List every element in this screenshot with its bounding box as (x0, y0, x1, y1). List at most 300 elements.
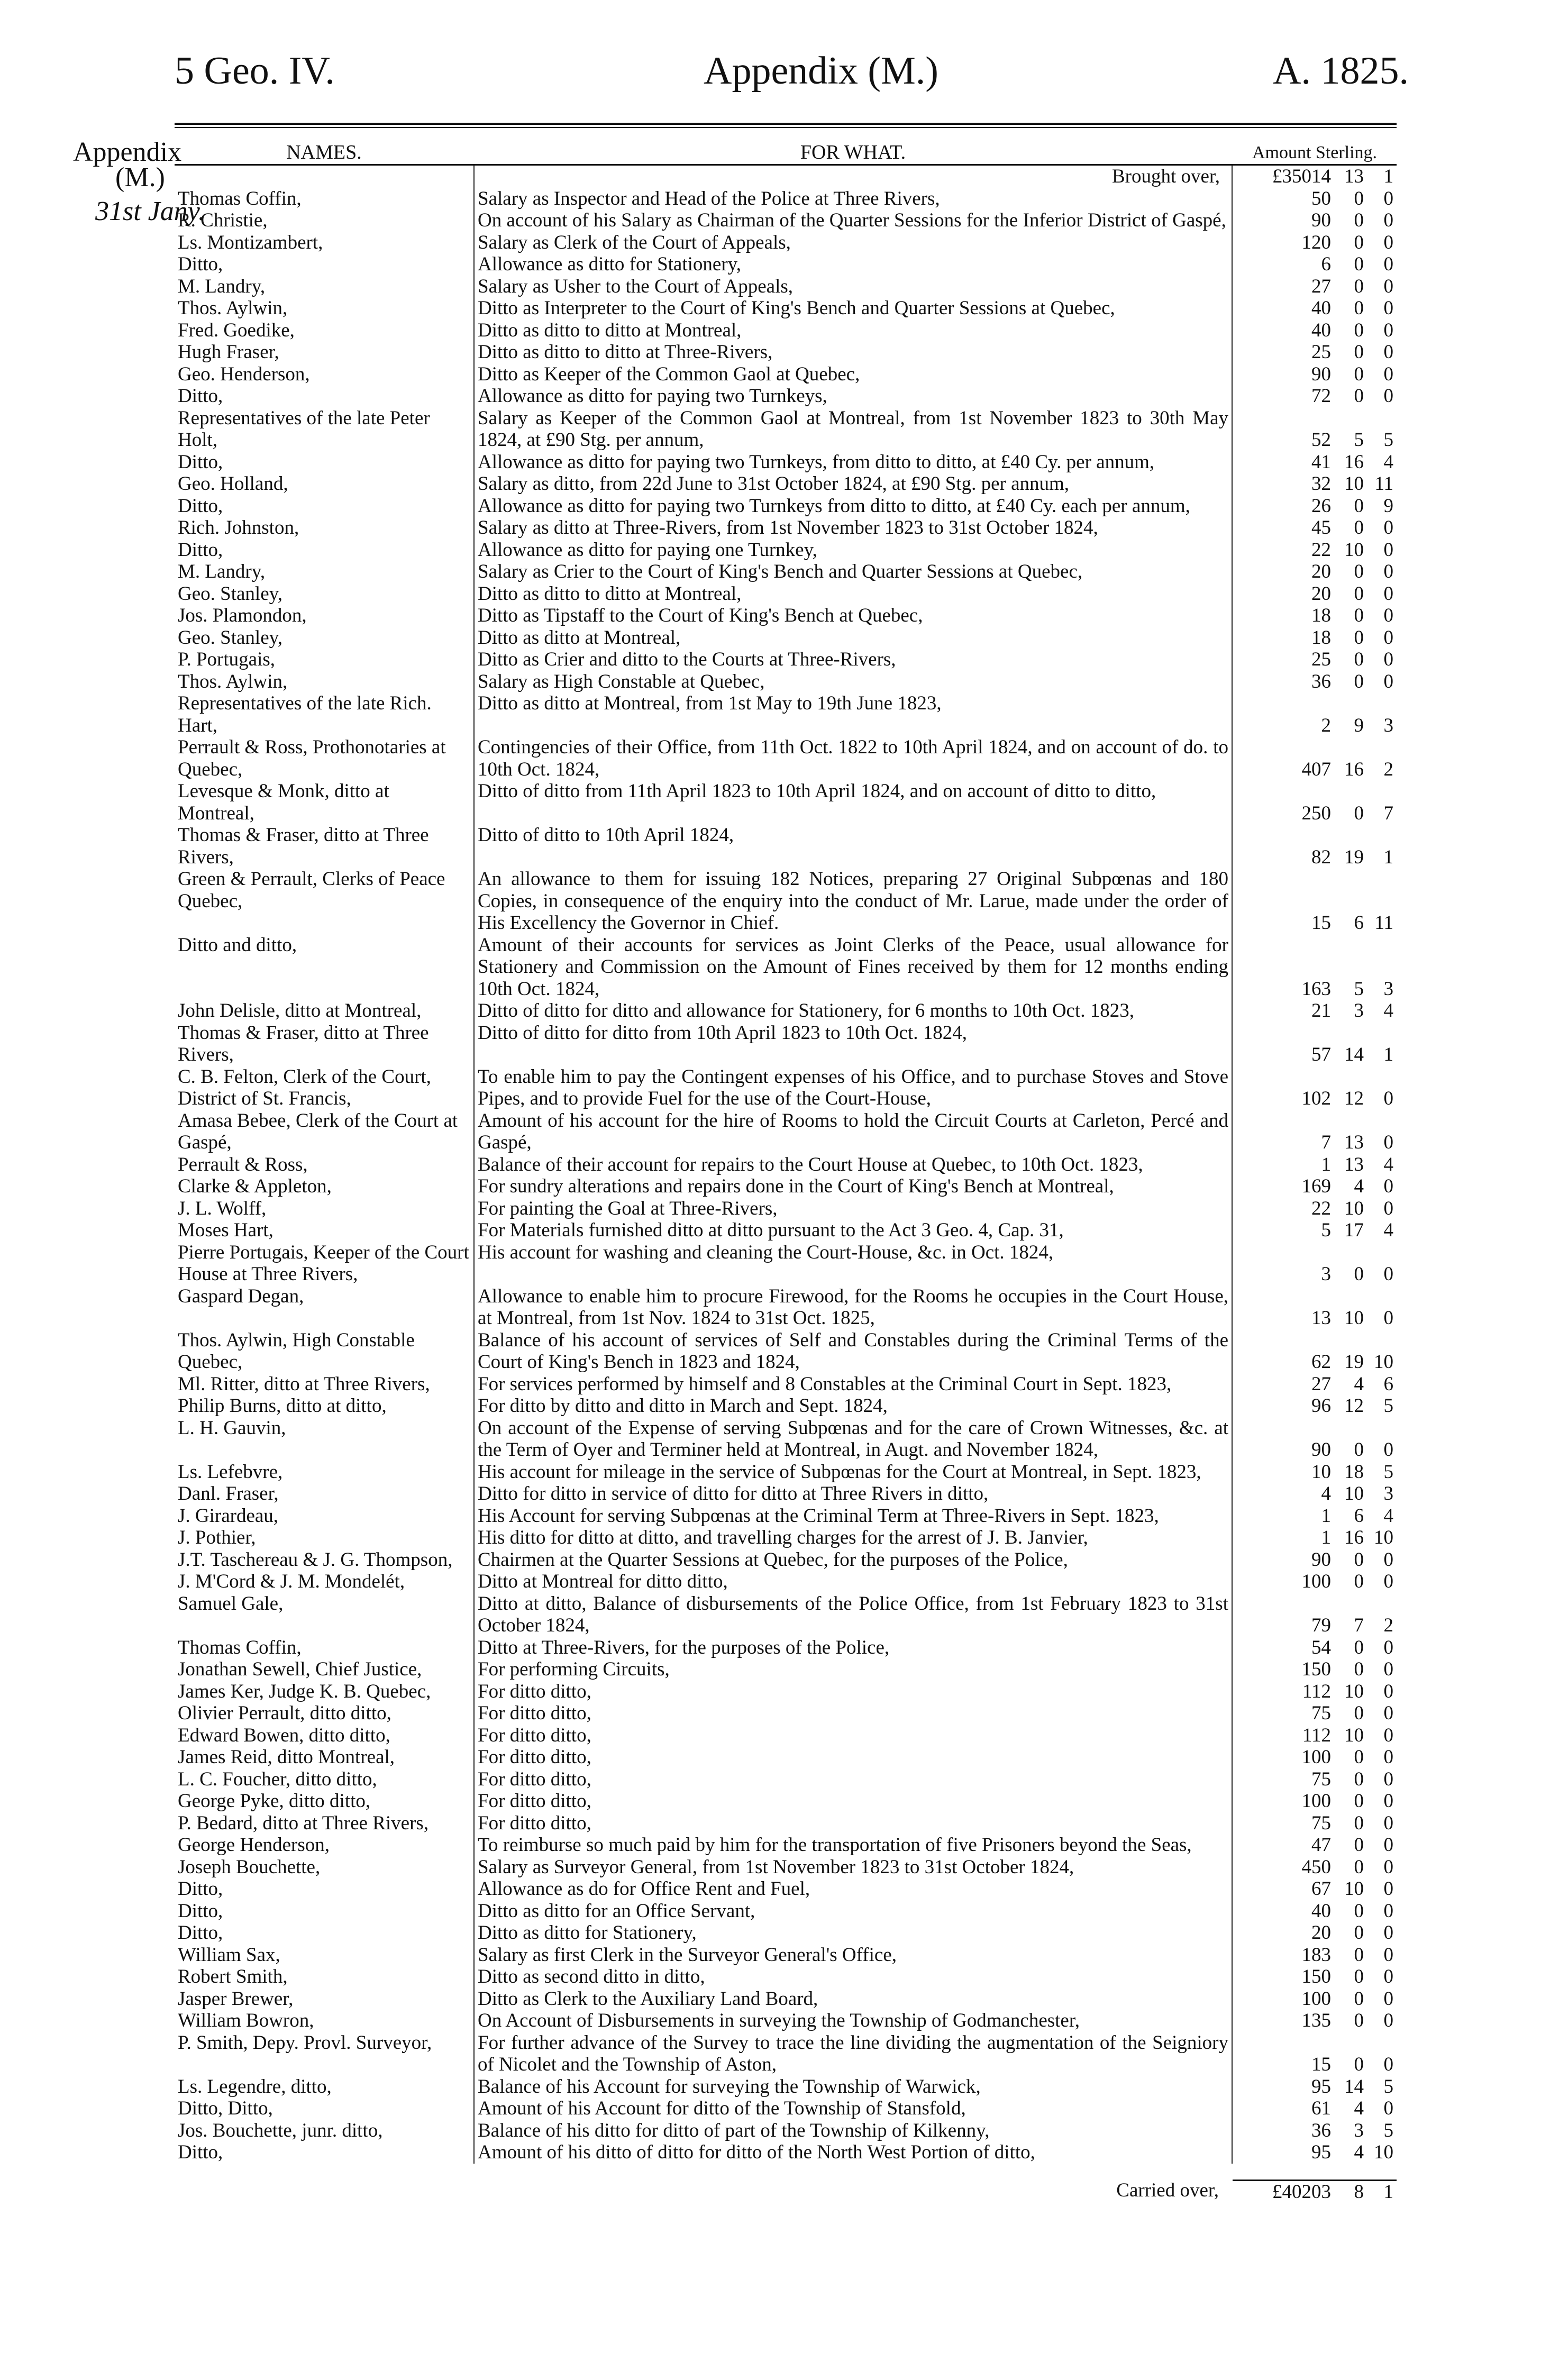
entry-purpose: Ditto of ditto from 11th April 1823 to 10th April 1824, and on account of ditto to ditto, (473, 780, 1233, 824)
table-row (175, 297, 1397, 320)
entry-amount (1233, 1812, 1397, 1835)
entry-amount (1233, 1285, 1397, 1329)
table-row (175, 692, 1397, 736)
entry-name: Levesque & Monk, ditto at Montreal, (178, 780, 389, 824)
amount-pence: 0 (1383, 1439, 1393, 1461)
amount-pounds: 7 (1321, 1132, 1331, 1153)
entry-purpose: Allowance as do for Office Rent and Fuel, (473, 1878, 1233, 1900)
entry-purpose: On account of his Salary as Chairman of the Quarter Sessions for the Inferior District of Gaspé, (473, 209, 1233, 232)
amount-pence: 0 (1383, 670, 1393, 692)
amount-pence: 0 (1383, 649, 1393, 670)
entry-name: Geo. Henderson, (178, 363, 310, 385)
amount-shillings: 19 (1344, 1351, 1364, 1373)
amount-pence: 0 (1383, 1856, 1393, 1878)
entry-amount (1233, 627, 1397, 649)
entry-amount (1233, 1900, 1397, 1922)
amount-shillings: 0 (1354, 1439, 1364, 1461)
entry-amount (1233, 2098, 1397, 2120)
entry-name: Ls. Lefebvre, (178, 1461, 283, 1483)
entry-name: Danl. Fraser, (178, 1483, 279, 1504)
amount-pence: 5 (1383, 1395, 1393, 1417)
entry-name: Ditto, Ditto, (178, 2098, 273, 2119)
amount-shillings: 10 (1344, 1197, 1364, 1219)
entry-purpose: Allowance as ditto for paying one Turnkey, (473, 539, 1233, 561)
entry-amount (1233, 1988, 1397, 2010)
entry-purpose: For ditto ditto, (473, 1790, 1233, 1812)
amount-pounds: 15 (1311, 912, 1331, 934)
entry-amount (1233, 1681, 1397, 1703)
entry-purpose: Salary as Usher to the Court of Appeals, (473, 276, 1233, 298)
entry-name: Clarke & Appleton, (178, 1175, 332, 1197)
amount-pounds: 50 (1311, 187, 1331, 209)
amount-pounds: 135 (1301, 2010, 1331, 2031)
table-row (175, 1154, 1397, 1176)
entry-purpose: Contingencies of their Office, from 11th Oct. 1822 to 10th April 1824, and on account of do. to 10th Oct. 1824, (473, 736, 1233, 780)
table-row (175, 2141, 1397, 2164)
entry-amount (1233, 605, 1397, 627)
amount-shillings: 10 (1344, 473, 1364, 495)
amount-shillings: 10 (1344, 1724, 1364, 1746)
amount-shillings: 12 (1344, 1395, 1364, 1417)
amount-pence: 0 (1383, 363, 1393, 385)
entry-purpose: Ditto as ditto to ditto at Montreal, (473, 320, 1233, 342)
table-row (175, 1944, 1397, 1966)
amount-pence: 2 (1383, 1615, 1393, 1636)
amount-pounds: 45 (1311, 517, 1331, 539)
entry-amount (1233, 1768, 1397, 1791)
entry-amount (1233, 2032, 1397, 2076)
entry-purpose: For ditto ditto, (473, 1746, 1233, 1768)
entry-name: R. Christie, (178, 209, 268, 231)
amount-shillings: 0 (1354, 670, 1364, 692)
entry-name: Ditto, (178, 253, 223, 275)
amount-pence: 0 (1383, 1132, 1393, 1153)
entry-name: Thomas & Fraser, ditto at Three Rivers, (178, 824, 429, 868)
entry-purpose: Ditto of ditto for ditto from 10th April 1823 to 10th Oct. 1824, (473, 1022, 1233, 1066)
amount-pence: 1 (1383, 1044, 1393, 1065)
amount-pounds: 40 (1311, 297, 1331, 319)
amount-pence: 0 (1383, 341, 1393, 363)
table-row (175, 1988, 1397, 2010)
amount-pounds: 1 (1321, 1153, 1331, 1175)
entry-amount (1233, 1834, 1397, 1856)
table-row (175, 385, 1397, 407)
entry-name: Rich. Johnston, (178, 517, 299, 539)
entry-amount (1233, 1395, 1397, 1417)
entry-name: Ls. Legendre, ditto, (178, 2075, 332, 2098)
entry-amount (1233, 1242, 1397, 1285)
amount-shillings: 0 (1354, 517, 1364, 539)
amount-pounds: 5 (1321, 1219, 1331, 1241)
entry-amount (1233, 1329, 1397, 1373)
entry-amount (1233, 1856, 1397, 1879)
entry-amount (1233, 297, 1397, 320)
column-header-for-what: FOR WHAT. (800, 141, 906, 163)
amount-shillings: 0 (1354, 1571, 1364, 1592)
entry-name: Thomas & Fraser, ditto at Three Rivers, (178, 1022, 429, 1065)
entry-purpose: Salary as Keeper of the Common Gaol at Montreal, from 1st November 1823 to 30th May 1824, at £90 Stg. per annum, (473, 407, 1233, 451)
table-row (175, 1593, 1397, 1637)
table-row (175, 1110, 1397, 1154)
entry-purpose: His account for washing and cleaning the Court-House, &c. in Oct. 1824, (473, 1242, 1233, 1285)
table-row (175, 824, 1397, 868)
amount-pounds: 95 (1311, 2075, 1331, 2098)
table-row (175, 473, 1397, 495)
table-row (175, 1790, 1397, 1812)
amount-pounds: £40203 (1272, 2181, 1331, 2203)
amount-shillings: 0 (1354, 2010, 1364, 2031)
entry-name: Ditto, (178, 1922, 223, 1944)
table-row (175, 341, 1397, 363)
header-right: A. 1825. (1273, 49, 1409, 93)
table-row (175, 2120, 1397, 2142)
entry-purpose: Allowance as ditto for Stationery, (473, 253, 1233, 276)
amount-shillings: 0 (1354, 253, 1364, 275)
entry-name: Philip Burns, ditto at ditto, (178, 1395, 387, 1417)
entry-purpose: Balance of his account of services of Self and Constables during the Criminal Terms of the Court of King's Bench in 1823 and 1824, (473, 1329, 1233, 1373)
entry-purpose: For ditto ditto, (473, 1768, 1233, 1791)
amount-pounds: 10 (1311, 1461, 1331, 1483)
amount-pence: 0 (1383, 319, 1393, 341)
table-row (175, 868, 1397, 934)
amount-pounds: 25 (1311, 341, 1331, 363)
table-row (175, 320, 1397, 342)
entry-purpose: For further advance of the Survey to trace the line dividing the augmentation of the Seigniory of Nicolet and the Township of Aston, (473, 2032, 1233, 2076)
amount-shillings: 3 (1354, 2119, 1364, 2141)
amount-shillings: 14 (1344, 1044, 1364, 1065)
entry-name: George Henderson, (178, 1834, 330, 1856)
entry-amount (1233, 1219, 1397, 1242)
amount-pounds: 62 (1311, 1351, 1331, 1373)
amount-pounds: 100 (1301, 1571, 1331, 1592)
amount-pounds: 90 (1311, 209, 1331, 231)
entry-purpose: On Account of Disbursements in surveying the Township of Godmanchester, (473, 2010, 1233, 2032)
amount-shillings: 8 (1354, 2181, 1364, 2203)
entry-name: Green & Perrault, Clerks of Peace Quebec, (178, 868, 445, 912)
entry-purpose: Ditto for ditto in service of ditto for ditto at Three Rivers in ditto, (473, 1483, 1233, 1505)
entry-purpose: Ditto as Keeper of the Common Gaol at Quebec, (473, 363, 1233, 386)
entry-purpose: Ditto as ditto to ditto at Three-Rivers, (473, 341, 1233, 363)
entry-purpose: Ditto of ditto for ditto and allowance for Stationery, for 6 months to 10th Oct. 1823, (473, 1000, 1233, 1022)
amount-pounds: 21 (1311, 1000, 1331, 1022)
entry-purpose: Ditto as Crier and ditto to the Courts at Three-Rivers, (473, 649, 1233, 671)
entry-name: Perrault & Ross, (178, 1153, 308, 1175)
header-center: Appendix (M.) (704, 49, 938, 93)
amount-pence: 0 (1383, 275, 1393, 297)
amount-shillings: 5 (1354, 978, 1364, 1000)
entry-amount (1233, 1571, 1397, 1593)
entry-purpose: Amount of his ditto of ditto for ditto of the North West Portion of ditto, (473, 2141, 1233, 2164)
entry-purpose: Amount of his account for the hire of Rooms to hold the Circuit Courts at Carleton, Percé and Gaspé, (473, 1110, 1233, 1154)
entry-purpose: Balance of their account for repairs to the Court House at Quebec, to 10th Oct. 1823, (473, 1154, 1233, 1176)
amount-pounds: 27 (1311, 275, 1331, 297)
entry-amount (1233, 1373, 1397, 1396)
amount-shillings: 4 (1354, 2098, 1364, 2119)
amount-pounds: 22 (1311, 539, 1331, 561)
amount-pence: 0 (1383, 1878, 1393, 1900)
amount-pounds: 13 (1311, 1307, 1331, 1329)
amount-pence: 0 (1383, 517, 1393, 539)
amount-pounds: 36 (1311, 2119, 1331, 2141)
entry-amount (1233, 1944, 1397, 1966)
amount-pence: 0 (1383, 1548, 1393, 1571)
entry-amount (1233, 692, 1397, 736)
amount-pounds: 20 (1311, 1922, 1331, 1944)
table-row (175, 1066, 1397, 1110)
amount-pounds: 169 (1301, 1175, 1331, 1197)
table-row (175, 1922, 1397, 1944)
amount-shillings: 0 (1354, 1987, 1364, 2010)
amount-shillings: 14 (1344, 2075, 1364, 2098)
amount-pounds: 120 (1301, 231, 1331, 253)
table-row (175, 1175, 1397, 1198)
entry-amount (1233, 2076, 1397, 2098)
entry-purpose: For ditto ditto, (473, 1812, 1233, 1835)
amount-shillings: 7 (1354, 1615, 1364, 1636)
entry-purpose: Ditto at ditto, Balance of disbursements of the Police Office, from 1st February 1823 to 31st October 1824, (473, 1593, 1233, 1637)
amount-shillings: 0 (1354, 626, 1364, 649)
entry-amount (1233, 232, 1397, 254)
amount-shillings: 0 (1354, 231, 1364, 253)
amount-pence: 0 (1383, 561, 1393, 582)
amount-pounds: 79 (1311, 1615, 1331, 1636)
entry-amount (1233, 407, 1397, 451)
table-row (175, 209, 1397, 232)
entry-purpose: To reimburse so much paid by him for the transportation of five Prisoners beyond the Seas, (473, 1834, 1233, 1856)
amount-pence: 5 (1383, 2119, 1393, 2141)
amount-shillings: 5 (1354, 429, 1364, 451)
amount-pence: 1 (1383, 2181, 1393, 2203)
entry-purpose: An allowance to them for issuing 182 Notices, preparing 27 Original Subpœnas and 180 Copies, in consequence of the enquiry into the conduct of Mr. Larue, made under the order of His Excellency the Governor in Chief. (473, 868, 1233, 934)
amount-pence: 0 (1383, 1307, 1393, 1329)
amount-pence: 5 (1383, 429, 1393, 451)
table-row (175, 1285, 1397, 1329)
amount-pounds: 100 (1301, 1746, 1331, 1768)
amount-pounds: 61 (1311, 2098, 1331, 2119)
entry-purpose: For painting the Goal at Three-Rivers, (473, 1198, 1233, 1220)
amount-pounds: 72 (1311, 385, 1331, 407)
amount-shillings: 0 (1354, 1900, 1364, 1922)
entry-amount (1233, 166, 1397, 188)
amount-shillings: 0 (1354, 1790, 1364, 1812)
entry-name: Olivier Perrault, ditto ditto, (178, 1702, 391, 1724)
table-row (175, 517, 1397, 539)
amount-pounds: 82 (1311, 846, 1331, 868)
amount-pence: 0 (1383, 1680, 1393, 1702)
entry-name: George Pyke, ditto ditto, (178, 1790, 371, 1812)
entry-amount (1233, 934, 1397, 1000)
table-row (175, 253, 1397, 276)
amount-shillings: 0 (1354, 1922, 1364, 1944)
entry-name (175, 166, 473, 188)
amount-pence: 2 (1383, 758, 1393, 780)
entry-amount (1233, 671, 1397, 693)
entry-amount (1233, 473, 1397, 495)
entry-amount (1233, 1725, 1397, 1747)
table-row (175, 539, 1397, 561)
table-row (175, 1373, 1397, 1396)
table-row (175, 1417, 1397, 1461)
entry-purpose: Salary as Surveyor General, from 1st November 1823 to 31st October 1824, (473, 1856, 1233, 1879)
table-row (175, 2032, 1397, 2076)
entry-purpose: Salary as Crier to the Court of King's Bench and Quarter Sessions at Quebec, (473, 561, 1233, 583)
amount-shillings: 6 (1354, 1504, 1364, 1527)
entry-name: Ls. Montizambert, (178, 231, 323, 253)
amount-pounds: 250 (1301, 802, 1331, 824)
entry-amount (1233, 1483, 1397, 1505)
entry-purpose: Chairmen at the Quarter Sessions at Quebec, for the purposes of the Police, (473, 1549, 1233, 1571)
entry-amount (1233, 1175, 1397, 1198)
entry-amount (1233, 1505, 1397, 1527)
entry-name: J.T. Taschereau & J. G. Thompson, (178, 1548, 453, 1571)
entry-amount (1233, 1066, 1397, 1110)
amount-shillings: 0 (1354, 605, 1364, 626)
amount-pounds: 40 (1311, 319, 1331, 341)
entry-purpose: His Account for serving Subpœnas at the Criminal Term at Three-Rivers in Sept. 1823, (473, 1505, 1233, 1527)
entry-name: Samuel Gale, (178, 1592, 284, 1615)
entry-name: P. Smith, Depy. Provl. Surveyor, (178, 2031, 432, 2054)
table-row (175, 561, 1397, 583)
entry-name: Robert Smith, (178, 1966, 288, 1987)
entry-amount (1233, 736, 1397, 780)
amount-shillings: 0 (1354, 561, 1364, 582)
entry-name: William Bowron, (178, 2010, 314, 2031)
amount-shillings: 0 (1354, 495, 1364, 517)
table-row (175, 407, 1397, 451)
amount-pounds: 100 (1301, 1790, 1331, 1812)
amount-pounds: 18 (1311, 605, 1331, 626)
amount-pence: 11 (1374, 912, 1393, 934)
amount-shillings: 16 (1344, 451, 1364, 473)
amount-pounds: 67 (1311, 1878, 1331, 1900)
amount-pence: 4 (1383, 451, 1393, 473)
amount-shillings: 10 (1344, 1680, 1364, 1702)
amount-pence: 0 (1383, 1702, 1393, 1724)
entry-name: Amasa Bebee, Clerk of the Court at Gaspé, (178, 1109, 458, 1153)
entry-purpose: Ditto as second ditto in ditto, (473, 1966, 1233, 1988)
amount-shillings: 4 (1354, 2141, 1364, 2163)
entry-purpose: Allowance as ditto for paying two Turnkeys from ditto to ditto, at £40 Cy. each per annum, (473, 495, 1233, 517)
table-row (175, 363, 1397, 386)
entry-amount (1233, 320, 1397, 342)
amount-shillings: 0 (1354, 1944, 1364, 1966)
amount-pence: 0 (1383, 1724, 1393, 1746)
entry-purpose: For ditto by ditto and ditto in March and Sept. 1824, (473, 1395, 1233, 1417)
entry-name: Ditto, (178, 1900, 223, 1922)
entry-name: Ditto, (178, 1878, 223, 1900)
table-row (175, 1900, 1397, 1922)
entry-purpose: Salary as first Clerk in the Surveyor General's Office, (473, 1944, 1233, 1966)
amount-pence: 0 (1383, 1571, 1393, 1592)
entry-purpose: To enable him to pay the Contingent expenses of his Office, and to purchase Stoves and Stove Pipes, and to provide Fuel for the use of the Court-House, (473, 1066, 1233, 1110)
amount-pence: 0 (1383, 1834, 1393, 1856)
entry-purpose: On account of the Expense of serving Subpœnas and for the care of Crown Witnesses, &c. at the Term of Oyer and Terminer held at Montreal, in Augt. and November 1824, (473, 1417, 1233, 1461)
amount-shillings: 0 (1354, 1263, 1364, 1285)
entry-name: William Sax, (178, 1944, 280, 1966)
header-rule-thin (175, 127, 1397, 128)
amount-pounds: 6 (1321, 253, 1331, 275)
entry-purpose: Balance of his ditto for ditto of part of the Township of Kilkenny, (473, 2120, 1233, 2142)
table-row (175, 1702, 1397, 1725)
amount-pounds: 112 (1302, 1680, 1331, 1702)
entry-purpose: His ditto for ditto at ditto, and travelling charges for the arrest of J. B. Janvier, (473, 1527, 1233, 1549)
entry-name: James Ker, Judge K. B. Quebec, (178, 1680, 431, 1702)
entry-amount (1233, 2180, 1397, 2203)
entry-name: Ditto, (178, 2141, 223, 2163)
table-row (175, 1834, 1397, 1856)
table-row (175, 451, 1397, 473)
entry-amount (1233, 2141, 1397, 2164)
amount-shillings: 0 (1354, 1636, 1364, 1658)
amount-pence: 0 (1383, 1197, 1393, 1219)
amount-pounds: 1 (1321, 1504, 1331, 1527)
amount-pounds: 57 (1311, 1044, 1331, 1065)
table-row (175, 1725, 1397, 1747)
entry-purpose: Ditto as ditto at Montreal, (473, 627, 1233, 649)
table-row (175, 1329, 1397, 1373)
entry-amount (1233, 1461, 1397, 1483)
amount-shillings: 10 (1344, 1878, 1364, 1900)
amount-pence: 4 (1383, 1153, 1393, 1175)
entry-name: James Reid, ditto Montreal, (178, 1746, 395, 1768)
amount-shillings: 4 (1354, 1175, 1364, 1197)
table-row (175, 649, 1397, 671)
amount-pounds: 102 (1301, 1088, 1331, 1109)
table-row (175, 934, 1397, 1000)
amount-shillings: 0 (1354, 1746, 1364, 1768)
table-row (175, 1746, 1397, 1768)
amount-pounds: 47 (1311, 1834, 1331, 1856)
amount-pence: 0 (1383, 1768, 1393, 1790)
amount-pounds: 20 (1311, 561, 1331, 582)
amount-pounds: 15 (1311, 2054, 1331, 2075)
entry-amount (1233, 649, 1397, 671)
entry-amount (1233, 868, 1397, 934)
table-header (175, 139, 1397, 166)
entry-amount (1233, 341, 1397, 363)
entry-purpose: Salary as ditto, from 22d June to 31st October 1824, at £90 Stg. per annum, (473, 473, 1233, 495)
entry-amount (1233, 1702, 1397, 1725)
entry-amount (1233, 780, 1397, 824)
entry-amount (1233, 385, 1397, 407)
amount-pence: 6 (1383, 1373, 1393, 1395)
entry-amount (1233, 1878, 1397, 1900)
entry-purpose: Ditto at Montreal for ditto ditto, (473, 1571, 1233, 1593)
entry-purpose: Ditto as ditto to ditto at Montreal, (473, 583, 1233, 605)
amount-pounds: 75 (1311, 1768, 1331, 1790)
entry-purpose: Amount of his Account for ditto of the Township of Stansfold, (473, 2098, 1233, 2120)
entry-name: J. L. Wolff, (178, 1197, 267, 1219)
entry-name: Thos. Aylwin, (178, 297, 288, 319)
amount-pounds: 150 (1301, 1658, 1331, 1680)
entry-name (175, 2180, 473, 2203)
amount-shillings: 4 (1354, 1373, 1364, 1395)
table-row (175, 495, 1397, 517)
amount-pence: 0 (1383, 1263, 1393, 1285)
amount-pence: 1 (1383, 846, 1393, 868)
amount-pence: 3 (1383, 714, 1393, 736)
entry-name: M. Landry, (178, 275, 266, 297)
entry-name: Jos. Bouchette, junr. ditto, (178, 2119, 383, 2141)
amount-shillings: 16 (1344, 758, 1364, 780)
entry-amount (1233, 1790, 1397, 1812)
entry-name: Edward Bowen, ditto ditto, (178, 1724, 390, 1746)
amount-pounds: 27 (1311, 1373, 1331, 1395)
entry-purpose: For services performed by himself and 8 Constables at the Criminal Court in Sept. 1823, (473, 1373, 1233, 1396)
entry-amount (1233, 539, 1397, 561)
entry-purpose: Ditto of ditto to 10th April 1824, (473, 824, 1233, 868)
amount-pence: 0 (1383, 187, 1393, 209)
